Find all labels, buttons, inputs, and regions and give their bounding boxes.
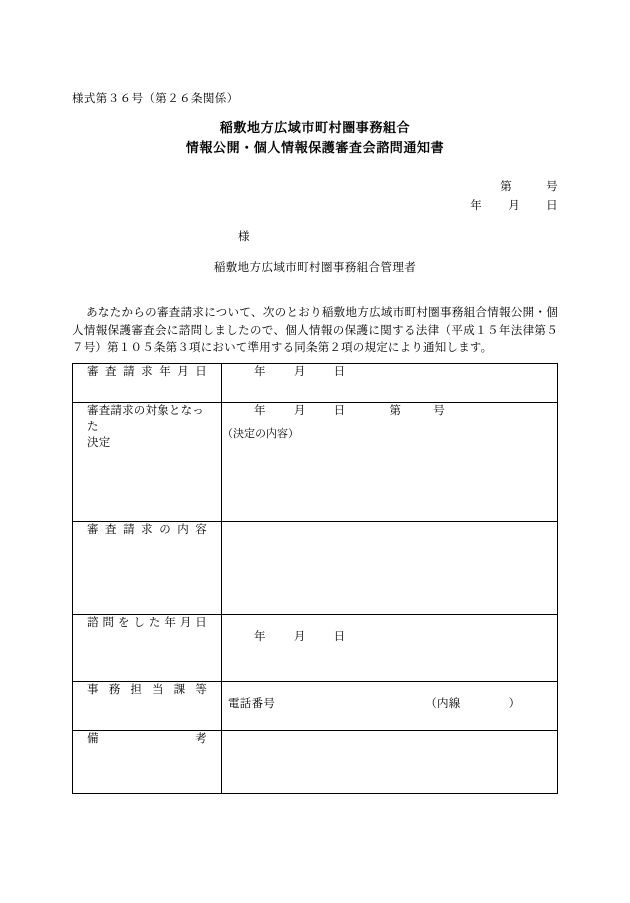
extension-open: （内線 [425,698,461,710]
row-value-request-content[interactable] [222,522,558,615]
body-paragraph [72,305,558,358]
row-label-inquiry-date: 諮問をした年月日 [73,615,222,682]
table-row [73,522,558,615]
date-day: 日 [546,200,558,212]
form-table [72,363,558,794]
row-label-request-date: 審査請求年月日 [73,364,222,403]
document-date-line [358,197,558,216]
title-line-2: 情報公開・個人情報保護審査会諮問通知書 [185,140,445,155]
document-number-block [358,178,558,216]
number-label: 第 [500,181,513,193]
title-line-1: 稲敷地方広域市町村圏事務組合 [219,120,411,135]
issuer-name: 稲敷地方広域市町村圏事務組合管理者 [213,262,417,274]
table-row [73,364,558,403]
row-value-inquiry-date[interactable] [222,615,558,682]
date-year: 年 [470,200,483,212]
number-unit: 号 [546,181,558,193]
row-value-section-in-charge[interactable] [222,682,558,731]
decision-content-note: （決定の内容） [222,428,299,440]
row-label-target-decision: 審査請求の対象となった 決定 [73,403,222,522]
table-row [73,615,558,682]
date-number-fields: 年 月 日 第 号 [254,405,446,417]
row-value-remarks[interactable] [222,731,558,794]
extension-close: ） [508,698,521,710]
row-label-request-content: 審査請求の内容 [73,522,222,615]
table-row [73,682,558,731]
phone-label: 電話番号 [228,698,276,710]
row-label-remarks: 備考 [73,731,222,794]
date-month: 月 [508,200,521,212]
row-label-section-in-charge: 事務担当課等 [73,682,222,731]
addressee-honorific: 様 [238,231,250,243]
table-row [73,731,558,794]
document-title [0,118,630,158]
table-row [73,403,558,522]
row-value-request-date[interactable] [222,364,558,403]
body-paragraph-text: あなたからの審査請求について、次のとおり稲敷地方広域市町村圏事務組合情報公開・個人情報保護審査会に諮問しましたので、個人情報の保護に関する法律（平成１５年法律第５７号）第１０５条第３項において準用する同条第２項の規定により通知します。 [72,307,558,354]
date-fields: 年 月 日 [254,631,346,643]
date-fields: 年 月 日 [254,366,346,378]
phone-fields [222,682,557,713]
document-number-line [358,178,558,197]
row-value-target-decision[interactable] [222,403,558,522]
form-number: 様式第３６号（第２６条関係） [72,93,239,105]
